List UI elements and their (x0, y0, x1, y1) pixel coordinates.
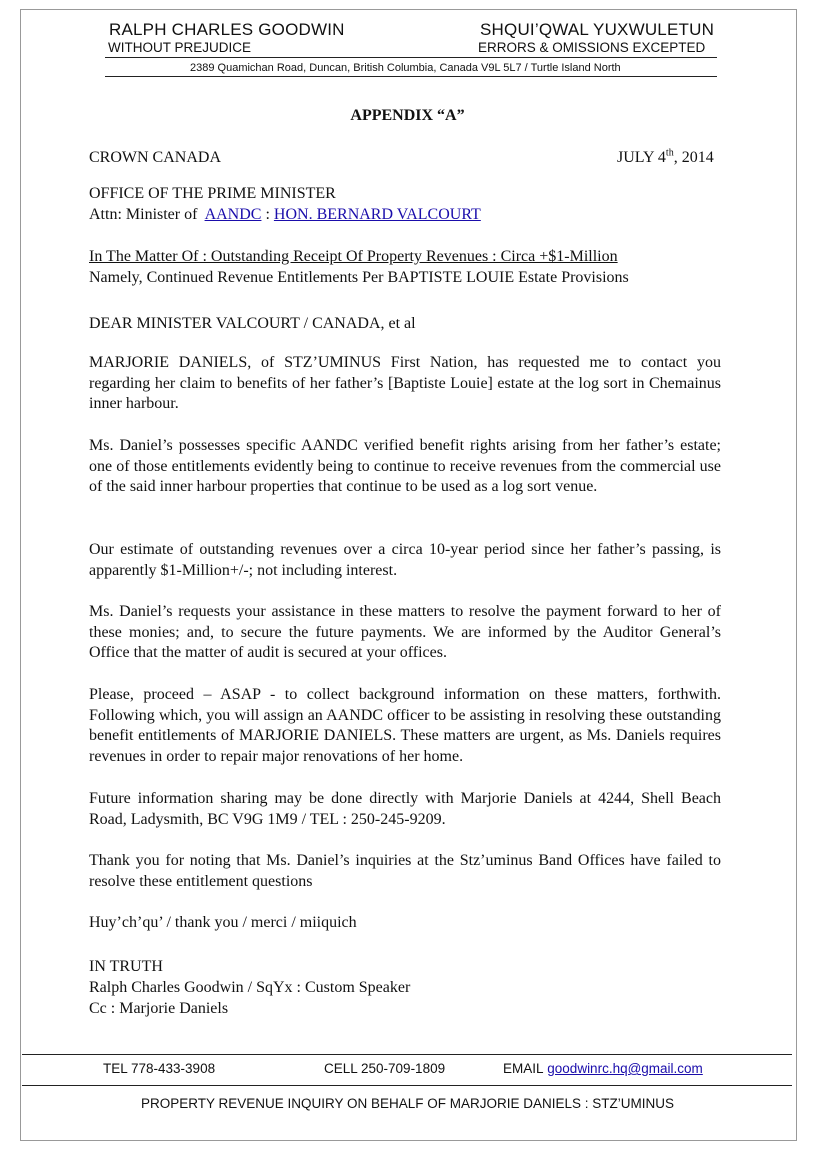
letter-date: JULY 4th, 2014 (617, 147, 714, 166)
paragraph-request: MARJORIE DANIELS, of STZ’UMINUS First Nation, has requested me to contact you regarding her claim to benefits of her father’s [Baptiste Louie] estate at the log sort in Chemainus inner harbour. (89, 354, 721, 412)
address-rule (105, 76, 717, 77)
cc-line: Cc : Marjorie Daniels (89, 1000, 229, 1017)
sender-title: SHQUI’QWAL YUXWULETUN (480, 20, 715, 39)
office-line: OFFICE OF THE PRIME MINISTER (89, 185, 336, 202)
signature: Ralph Charles Goodwin / SqYx : Custom Speaker (89, 979, 411, 996)
recipient-line: CROWN CANADA (89, 149, 221, 166)
closing: IN TRUTH (89, 958, 163, 975)
paragraph-entitlements: Ms. Daniel’s possesses specific AANDC verified benefit rights arising from her father’s estate; one of those entitlements evidently being to continue to receive revenues from the commercial use of the said inner harbour properties that continue to be used as a log sort venue. (89, 437, 721, 495)
email-link[interactable]: goodwinrc.hq@gmail.com (547, 1061, 703, 1076)
sender-name: RALPH CHARLES GOODWIN (109, 20, 345, 39)
footer-cell: CELL 250-709-1809 (324, 1061, 446, 1076)
minister-link[interactable]: HON. BERNARD VALCOURT (273, 206, 481, 223)
paragraph-proceed: Please, proceed – ASAP - to collect background information on these matters, forthwith. Following which, you will assign an AANDC officer to be assisting in resolving these outstanding benefit entitlements of MARJORIE DANIELS. These matters are urgent, as Ms. Daniels requires revenues in order to repair major renovations of her home. (89, 686, 721, 765)
footer-tel: TEL 778-433-3908 (103, 1061, 216, 1076)
salutation: DEAR MINISTER VALCOURT / CANADA, et al (89, 315, 416, 332)
attention-line: Attn: Minister of AANDC : HON. BERNARD VALCOURT (89, 206, 481, 223)
without-prejudice-label: WITHOUT PREJUDICE (108, 40, 252, 55)
errors-omissions-label: ERRORS & OMISSIONS EXCEPTED (478, 40, 706, 55)
appendix-title: APPENDIX “A” (350, 107, 465, 124)
header-rule (105, 57, 717, 58)
thanks-line: Huy’ch’qu’ / thank you / merci / miiquich (89, 914, 357, 931)
paragraph-estimate: Our estimate of outstanding revenues over a circa 10-year period since her father’s passing, is apparently $1-Million+/-; not including interest. (89, 541, 721, 579)
footer-email: EMAIL goodwinrc.hq@gmail.com (503, 1061, 703, 1076)
aandc-link[interactable]: AANDC (204, 206, 262, 223)
footer-rule-lower (22, 1085, 792, 1086)
paragraph-contact: Future information sharing may be done directly with Marjorie Daniels at 4244, Shell Beach Road, Ladysmith, BC V9G 1M9 / TEL : 250-245-9209. (89, 790, 721, 828)
footer-rule (22, 1054, 792, 1055)
sender-address: 2389 Quamichan Road, Duncan, British Columbia, Canada V9L 5L7 / Turtle Island North (190, 62, 621, 74)
paragraph-assistance: Ms. Daniel’s requests your assistance in these matters to resolve the payment forward to her of these monies; and, to secure the future payments. We are informed by the Auditor General’s Office that the matter of audit is secured at your offices. (89, 603, 721, 661)
footer-note: PROPERTY REVENUE INQUIRY ON BEHALF OF MARJORIE DANIELS : STZ’UMINUS (140, 1096, 675, 1111)
subject-line: In The Matter Of : Outstanding Receipt Of Property Revenues : Circa +$1-Million (89, 248, 618, 265)
paragraph-band-offices: Thank you for noting that Ms. Daniel’s inquiries at the Stz’uminus Band Offices have failed to resolve these entitlement questions (89, 852, 721, 890)
subject-subline: Namely, Continued Revenue Entitlements Per BAPTISTE LOUIE Estate Provisions (89, 269, 629, 286)
